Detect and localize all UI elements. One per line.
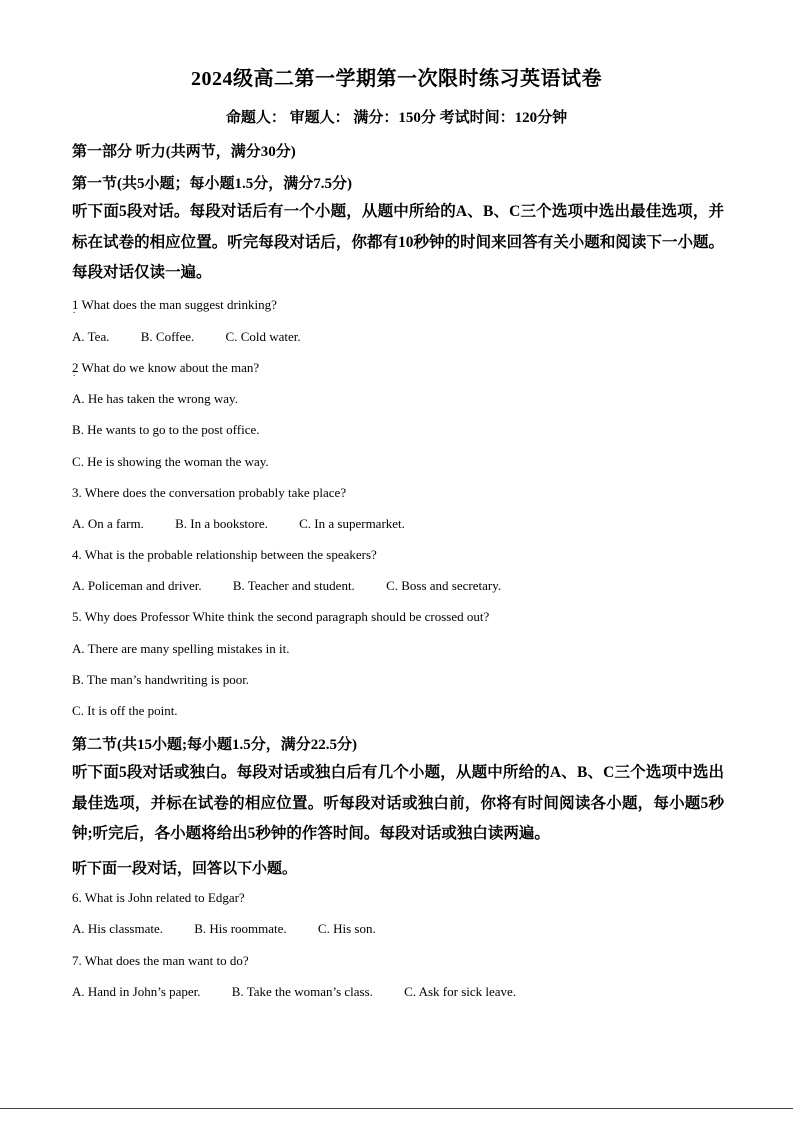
option-a[interactable]: A. Policeman and driver. (72, 578, 202, 593)
section2-instructions: 听下面5段对话或独白。每段对话或独白后有几个小题，从题中所给的A、B、C三个选项中选出最佳选项，并标在试卷的相应位置。听每段对话或独白前，你将有时间阅读各小题，每小题5秒钟;听完后，各小题将给出5秒钟的作答时间。每段对话或独白读两遍。 (72, 764, 724, 842)
question-7-options (72, 984, 516, 1000)
question-6-options (72, 921, 376, 937)
question-3 (72, 485, 346, 501)
option-a[interactable]: A. Tea. (72, 329, 110, 344)
question-text: What is the probable relationship between the speakers? (84, 547, 377, 562)
part-heading: 第一部分 听力(共两节，满分30分) (72, 144, 296, 160)
question-6 (72, 890, 245, 906)
question-1 (72, 297, 277, 313)
question-number: 3. (72, 485, 82, 500)
question-text: What do we know about the man? (81, 360, 260, 375)
option-a[interactable]: A. On a farm. (72, 516, 144, 531)
option-b[interactable]: B. The man’s handwriting is poor. (72, 672, 250, 687)
option-c[interactable]: C. He is showing the woman the way. (72, 454, 269, 469)
option-b[interactable]: B. His roommate. (194, 921, 287, 936)
page-bottom-rule (0, 1108, 793, 1109)
question-text: Where does the conversation probably take place? (84, 485, 347, 500)
question-4-options (72, 578, 501, 594)
question-3-options (72, 516, 405, 532)
option-b[interactable]: B. Teacher and student. (232, 578, 355, 593)
question-number: 6. (72, 890, 82, 905)
option-a[interactable]: A. His classmate. (72, 921, 163, 936)
question-text: What does the man want to do? (84, 953, 249, 968)
option-c[interactable]: C. His son. (317, 921, 376, 936)
option-a[interactable]: A. Hand in John’s paper. (72, 984, 201, 999)
question-number: 7. (72, 953, 82, 968)
option-a[interactable]: A. He has taken the wrong way. (72, 391, 238, 406)
question-number: 2 . (72, 360, 79, 375)
question-text: What does the man suggest drinking? (81, 297, 277, 312)
question-number: 4. (72, 547, 82, 562)
question-2 (72, 360, 259, 376)
exam-info: 命题人： 审题人： 满分：150分 考试时间：120分钟 (225, 110, 568, 126)
section2-heading: 第二节(共15小题;每小题1.5分，满分22.5分) (72, 737, 357, 753)
option-c[interactable]: C. In a supermarket. (299, 516, 405, 531)
option-a[interactable]: A. There are many spelling mistakes in it. (72, 641, 290, 656)
section1-instructions: 听下面5段对话。每段对话后有一个小题，从题中所给的A、B、C三个选项中选出最佳选项，并标在试卷的相应位置。听完每段对话后，你都有10秒钟的时间来回答有关小题和阅读下一小题。每段对话仅读一遍。 (72, 203, 724, 281)
option-b[interactable]: B. In a bookstore. (175, 516, 268, 531)
question-text: What is John related to Edgar? (84, 890, 245, 905)
question-number: 5. (72, 609, 82, 624)
option-c[interactable]: C. Ask for sick leave. (404, 984, 517, 999)
option-b[interactable]: B. Coffee. (140, 329, 195, 344)
section1-heading: 第一节(共5小题；每小题1.5分，满分7.5分) (72, 176, 352, 192)
option-c[interactable]: C. It is off the point. (72, 703, 178, 718)
question-text: Why does Professor White think the second paragraph should be crossed out? (84, 609, 490, 624)
option-c[interactable]: C. Boss and secretary. (386, 578, 502, 593)
question-1-options (72, 329, 301, 345)
question-4 (72, 547, 377, 563)
option-b[interactable]: B. Take the woman’s class. (231, 984, 373, 999)
question-5 (72, 609, 489, 625)
question-7 (72, 953, 249, 969)
option-b[interactable]: B. He wants to go to the post office. (72, 422, 260, 437)
page-title: 2024级高二第一学期第一次限时练习英语试卷 (191, 68, 602, 90)
dialogue-intro: 听下面一段对话，回答以下小题。 (72, 861, 298, 877)
question-number: 1 . (72, 297, 79, 312)
option-c[interactable]: C. Cold water. (225, 329, 301, 344)
